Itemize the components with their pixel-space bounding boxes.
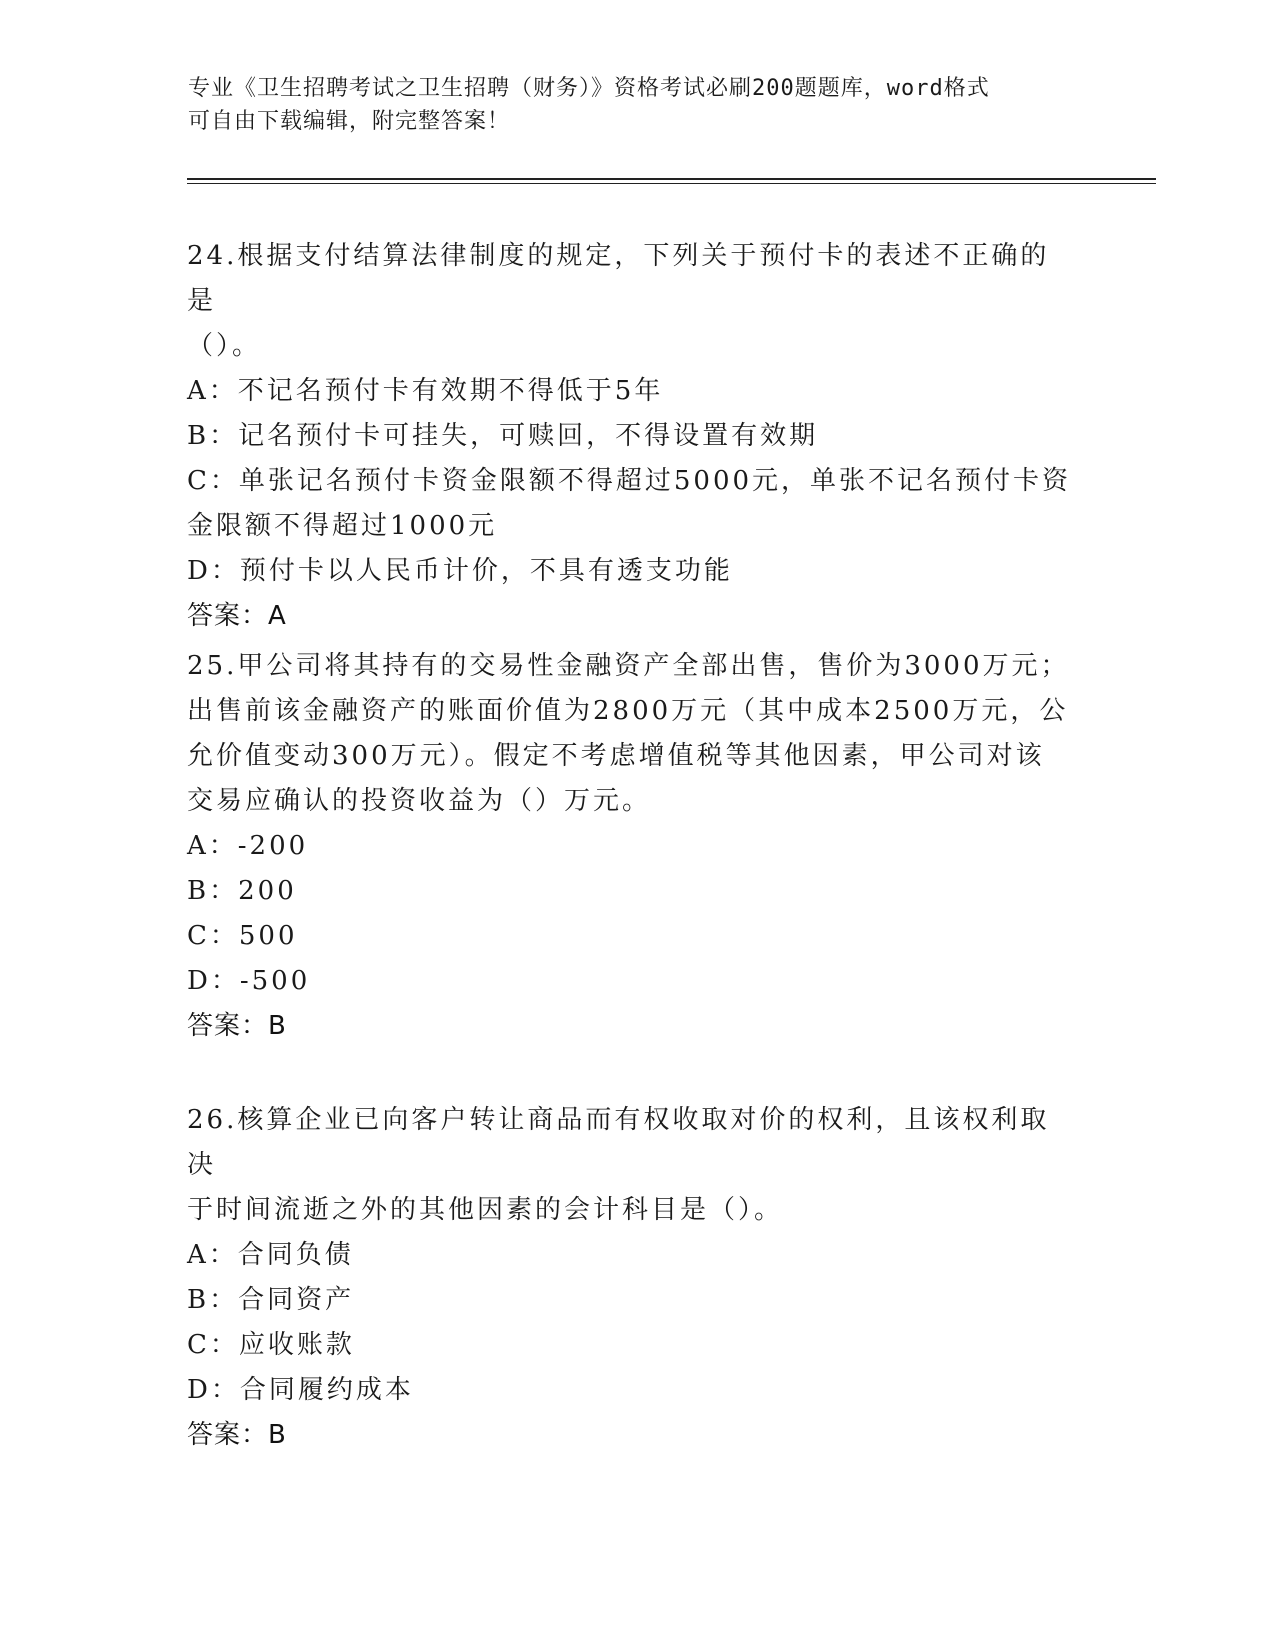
header-line-1: 专业《卫生招聘考试之卫生招聘（财务）》资格考试必刷200题题库，word格式 xyxy=(188,76,990,101)
answer-26: 答案：B xyxy=(187,1420,287,1450)
option-b: B：记名预付卡可挂失，可赎回，不得设置有效期 xyxy=(187,421,819,451)
option-d: D：预付卡以人民币计价，不具有透支功能 xyxy=(187,556,733,586)
question-text-line: 26.核算企业已向客户转让商品而有权收取对价的权利，且该权利取决 xyxy=(187,1105,1050,1180)
question-text-line: 25.甲公司将其持有的交易性金融资产全部出售，售价为3000万元； xyxy=(187,651,1070,681)
option-d: D：合同履约成本 xyxy=(187,1375,414,1405)
question-text-line: 交易应确认的投资收益为（）万元。 xyxy=(187,786,652,816)
document-header xyxy=(188,72,1068,138)
question-text-line: 出售前该金融资产的账面价值为2800万元（其中成本2500万元，公 xyxy=(187,696,1069,726)
option-c: C：应收账款 xyxy=(187,1330,355,1360)
option-a: A：-200 xyxy=(187,831,309,861)
question-text-line: （）。 xyxy=(187,331,262,361)
option-c: C：单张记名预付卡资金限额不得超过5000元，单张不记名预付卡资 xyxy=(187,466,1072,496)
question-text-line: 于时间流逝之外的其他因素的会计科目是（）。 xyxy=(187,1195,784,1225)
answer-25: 答案：B xyxy=(187,1011,287,1041)
question-text-line: 24.根据支付结算法律制度的规定，下列关于预付卡的表述不正确的是 xyxy=(187,241,1050,316)
header-line-2: 可自由下载编辑，附完整答案！ xyxy=(188,109,511,134)
option-b: B：合同资产 xyxy=(187,1285,355,1315)
header-divider xyxy=(187,178,1156,184)
option-d: D：-500 xyxy=(187,966,311,996)
option-b: B：200 xyxy=(187,876,297,906)
option-c-continued: 金限额不得超过1000元 xyxy=(187,511,498,541)
option-a: A：合同负债 xyxy=(187,1240,354,1270)
question-26 xyxy=(187,1098,1077,1458)
answer-24: 答案：A xyxy=(187,601,287,631)
question-text-line: 允价值变动300万元）。假定不考虑增值税等其他因素，甲公司对该 xyxy=(187,741,1045,771)
question-25 xyxy=(187,644,1077,1049)
option-c: C：500 xyxy=(187,921,298,951)
option-a: A：不记名预付卡有效期不得低于5年 xyxy=(187,376,664,406)
question-24 xyxy=(187,234,1077,639)
